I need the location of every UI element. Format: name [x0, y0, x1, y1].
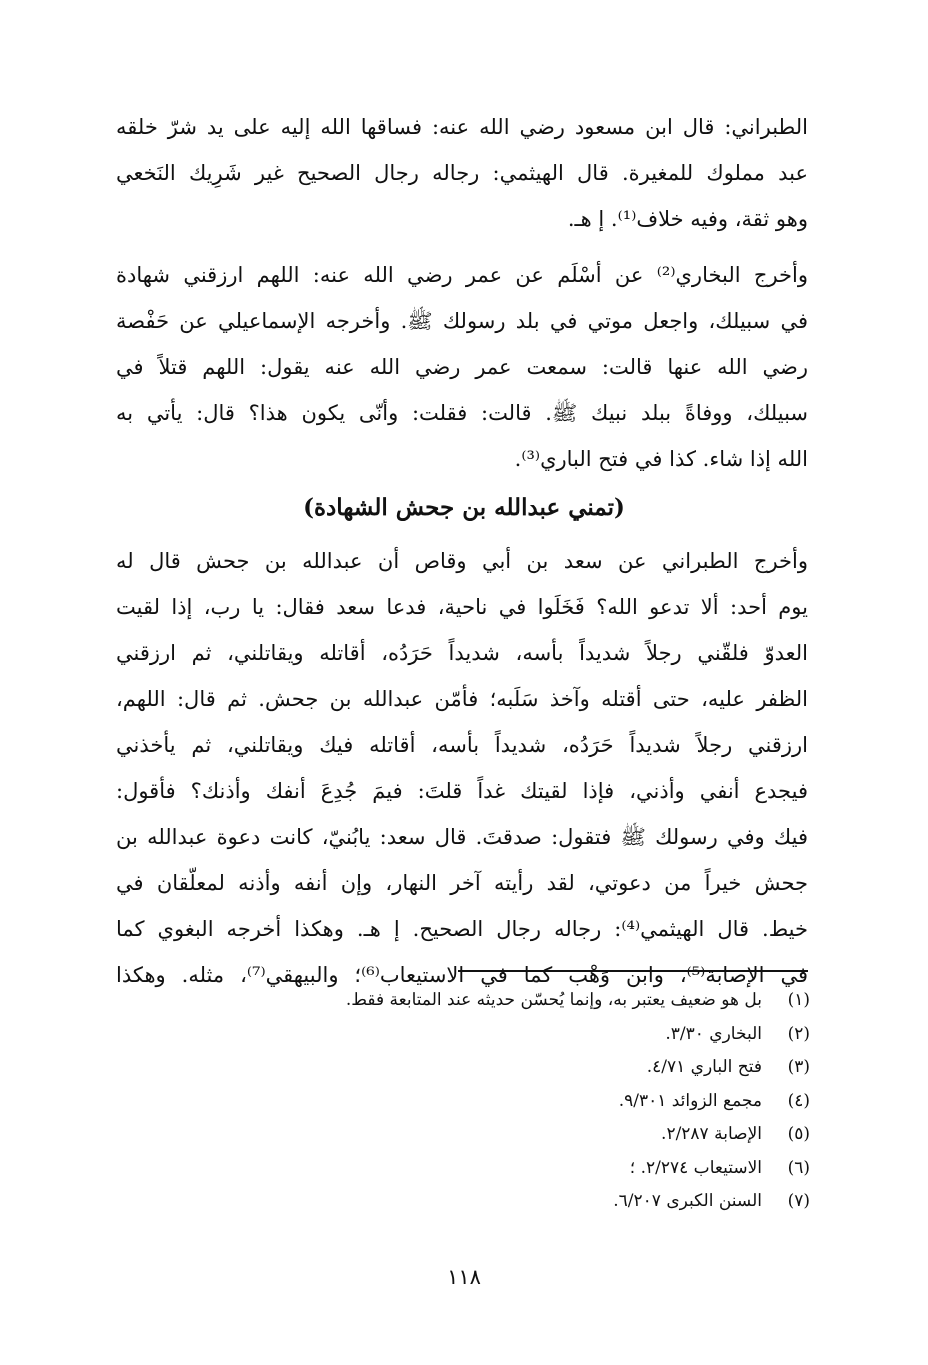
text-line: عبد مملوك للمغيرة. قال الهيثمي: رجاله رجال الصحيح غير شَرِيك النَخعي	[116, 161, 808, 185]
text-line: الطبراني: قال ابن مسعود رضي الله عنه: فساقها الله إليه على يد شرّ خلقه	[116, 115, 808, 139]
page-number: ١١٨	[447, 1265, 481, 1289]
footnote-text: السنن الكبرى ٦/٢٠٧.	[613, 1191, 762, 1211]
footnote-number: (٢)	[787, 1023, 810, 1044]
text-line: وهو ثقة، وفيه خلاف⁽¹⁾. إ هـ.	[567, 207, 808, 231]
footnote-text: فتح الباري ٤/٧١.	[646, 1057, 762, 1077]
footnote-number: (٤)	[787, 1090, 810, 1111]
paragraph-3	[116, 538, 808, 998]
footnote-number: (٦)	[787, 1157, 810, 1178]
footnote-number: (٥)	[787, 1124, 810, 1144]
text-line: الظفر عليه، حتى أقتله وآخذ سَلَبه؛ فأمّن عبدالله بن جحش. ثم قال: اللهم،	[116, 687, 808, 711]
text-line: رضي الله عنها قالت: سمعت عمر رضي الله عنه يقول: اللهم قتلاً في	[116, 355, 808, 379]
footnote-text: بل هو ضعيف يعتبر به، وإنما يُحسّن حديثه عند المتابعة فقط.	[345, 990, 762, 1010]
footnote-item	[210, 1152, 810, 1186]
text-line: الله إذا شاء. كذا في فتح الباري⁽³⁾.	[514, 447, 808, 471]
text-line: فيجدع أنفي وأذني، فإذا لقيتك غداً قلتَ: فيمَ جُدِعَ أنفك وأذنك؟ فأقول:	[116, 779, 808, 803]
paragraph-2	[116, 252, 808, 482]
footnote-divider	[458, 970, 808, 972]
text-line: ارزقني رجلاً شديداً حَرَدُه، شديداً بأسه، أقاتله فيك ويقاتلني، ثم يأخذني	[116, 733, 808, 757]
footnote-number: (٧)	[787, 1191, 810, 1211]
footnote-item	[210, 1051, 810, 1085]
text-line: سبيلك، ووفاةً ببلد نبيك ﷺ. قالت: فقلت: وأنّى يكون هذا؟ قال: يأتي به	[116, 401, 808, 425]
text-line: وأخرج الطبراني عن سعد بن أبي وقاص أن عبدالله بن جحش قال له	[116, 549, 808, 573]
text-line: في سبيلك، واجعل موتي في بلد رسولك ﷺ. وأخرجه الإسماعيلي عن حَفْصة	[116, 309, 808, 333]
text-line: في الإصابة⁽⁵⁾، وابن وَهْب كما في الاستيعاب⁽⁶⁾؛ والبيهقي⁽⁷⁾، مثله. وهكذا	[116, 963, 808, 987]
footnote-number: (٣)	[787, 1057, 810, 1077]
text-line: وأخرج البخاري⁽²⁾ عن أسْلَم عن عمر رضي الله عنه: اللهم ارزقني شهادة	[116, 263, 808, 287]
footnote-number: (١)	[787, 990, 810, 1010]
text-line: العدوّ فلقّني رجلاً شديداً بأسه، شديداً حَرَدُه، أقاتله ويقاتلني، ثم ارزقني	[116, 641, 808, 665]
footnote-item	[210, 1118, 810, 1152]
footnote-text: الاستيعاب ٢/٢٧٤. ؛	[629, 1157, 762, 1178]
text-line: يوم أحد: ألا تدعو الله؟ فَخَلَوا في ناحية، فدعا سعد فقال: يا رب، إذا لقيت	[116, 595, 808, 619]
footnote-item	[210, 1018, 810, 1052]
footnotes-list	[210, 984, 810, 1219]
section-heading: (تمني عبدالله بن جحش الشهادة)	[303, 494, 625, 521]
text-line: خيط. قال الهيثمي⁽⁴⁾: رجاله رجال الصحيح. إ هـ. وهكذا أخرجه البغوي كما	[116, 917, 808, 941]
footnote-text: الإصابة ٢/٢٨٧.	[661, 1124, 762, 1144]
text-line: فيك وفي رسولك ﷺ فتقول: صدقتَ. قال سعد: يابُنيّ، كانت دعوة عبدالله بن	[116, 825, 808, 849]
text-line: جحش خيراً من دعوتي، لقد رأيته آخر النهار، وإن أنفه وأذنه لمعلّقان في	[116, 871, 808, 895]
footnote-text: مجمع الزوائد ٩/٣٠١.	[618, 1090, 762, 1111]
footnote-item	[210, 984, 810, 1018]
footnote-item	[210, 1185, 810, 1219]
paragraph-1	[116, 104, 808, 242]
footnote-item	[210, 1085, 810, 1119]
footnote-text: البخاري ٣/٣٠.	[665, 1023, 762, 1044]
